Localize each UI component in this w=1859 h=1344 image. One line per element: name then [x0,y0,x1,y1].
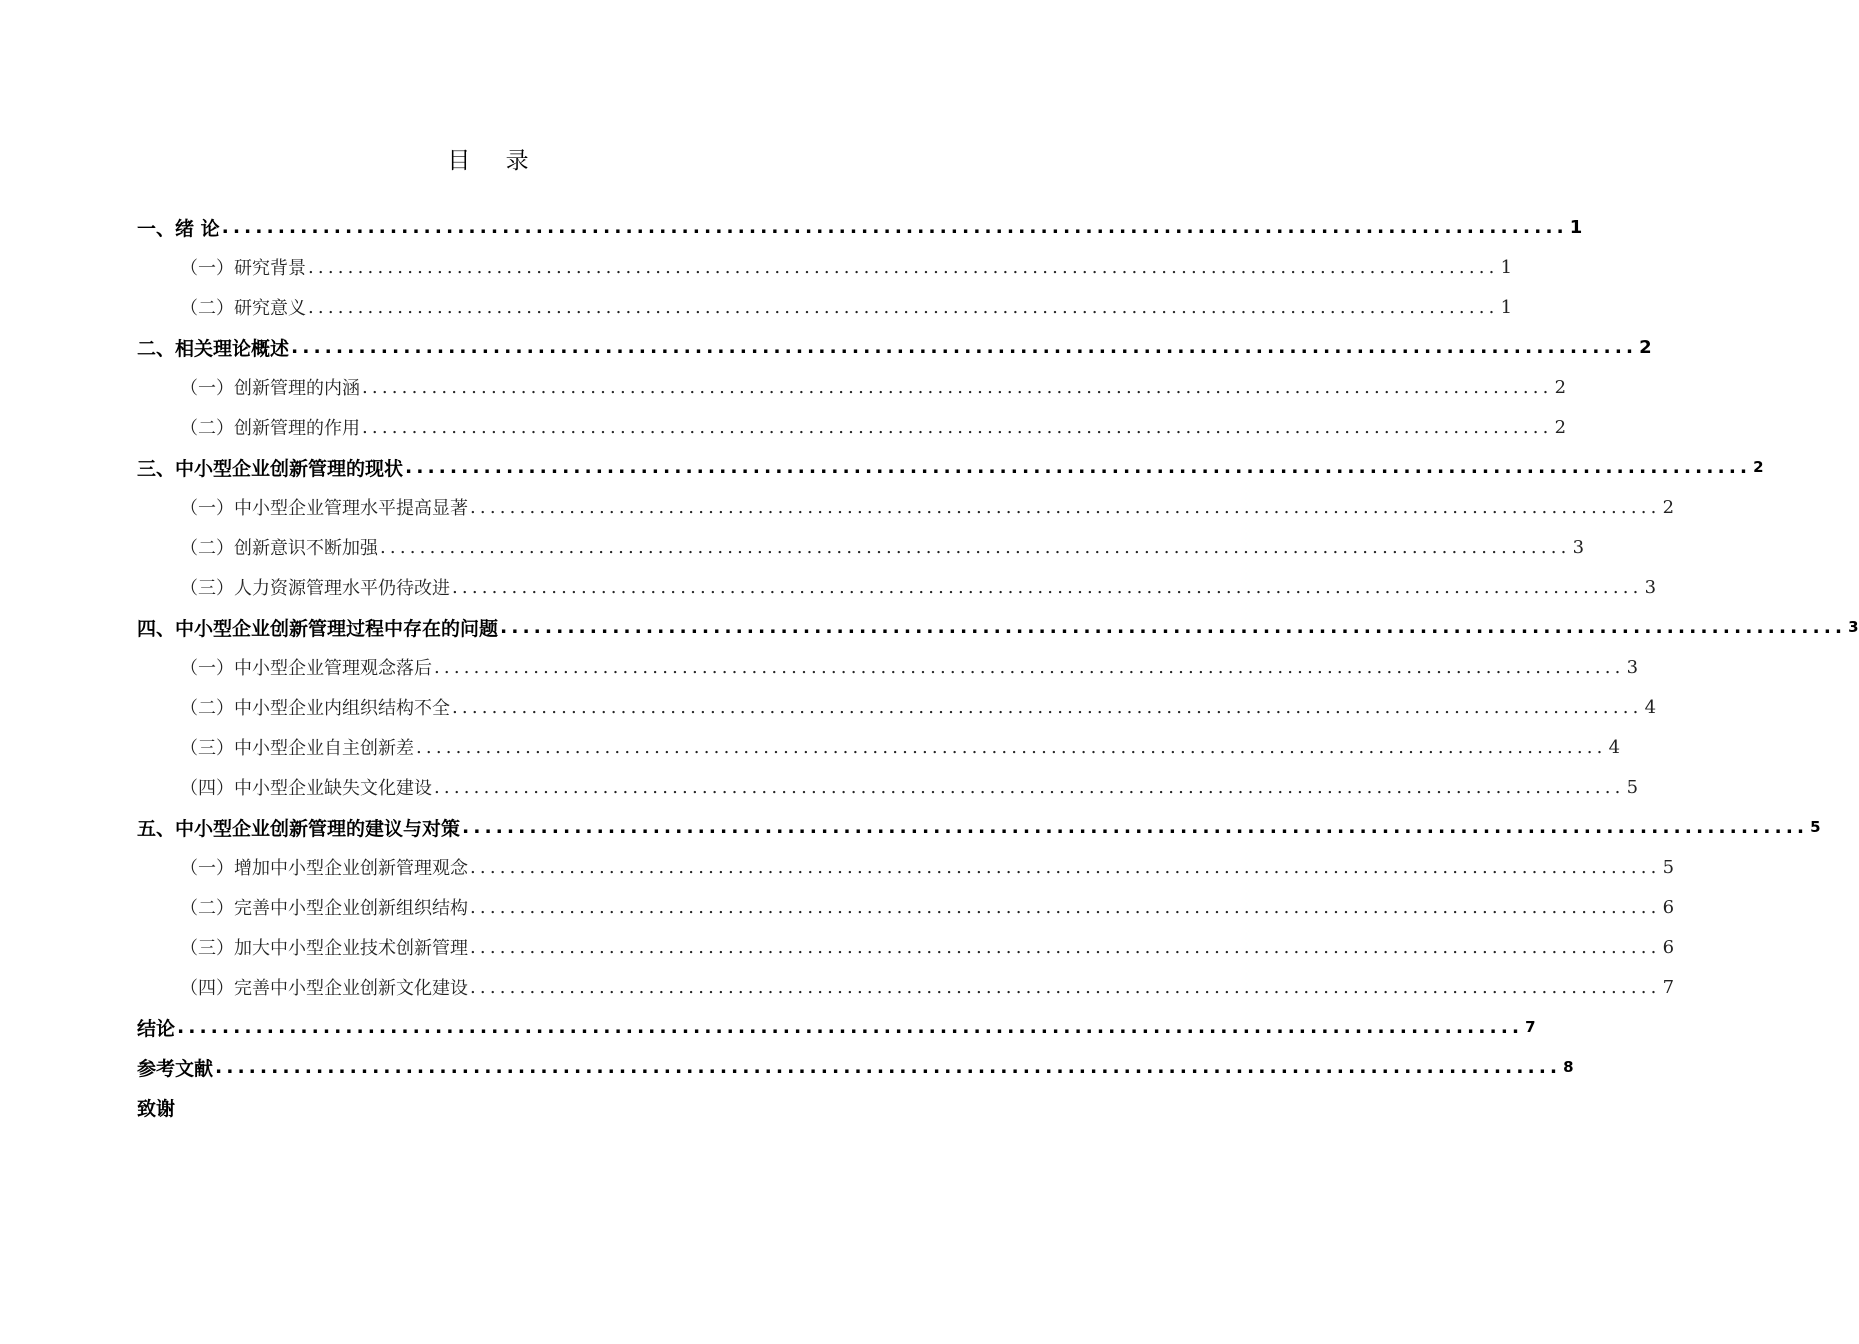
toc-entry-label: （一）中小型企业管理水平提高显著 [180,498,468,519]
dot-leader: ........................................................................................................................ [380,536,1571,558]
toc-entry-label: （三）中小型企业自主创新差 [180,738,414,759]
toc-entry-page: 6 [1662,896,1675,918]
toc-entry[interactable] [137,527,1585,567]
toc-entry[interactable] [137,367,1567,407]
toc-entry[interactable] [137,887,1675,927]
toc-entry-label: （一）研究背景 [180,258,306,279]
toc-entry-label: 四、中小型企业创新管理过程中存在的问题 [137,617,499,640]
toc-entry[interactable] [137,967,1675,1007]
toc-entry[interactable] [137,927,1675,967]
toc-entry-page: 1 [1500,296,1513,318]
toc-entry-label: 参考文献 [137,1057,214,1080]
dot-leader: ........................................................................................................................ [434,776,1625,798]
dot-leader: ........................................................................................................................ [452,696,1643,718]
dot-leader: ........................................................................................................................ [215,1056,1562,1078]
toc-entry-page: 7 [1662,976,1675,998]
toc-entry-page: 3 [1848,618,1859,636]
dot-leader: ........................................................................................................................ [308,256,1499,278]
toc-entry-label: （二）完善中小型企业创新组织结构 [180,898,468,919]
dot-leader: ........................................................................................................................ [452,576,1643,598]
toc-entry-label: 五、中小型企业创新管理的建议与对策 [137,817,461,840]
toc-entry[interactable] [137,647,1639,687]
toc-entry-label: 结论 [137,1017,176,1040]
toc-entry-page: 2 [1753,458,1764,476]
toc-entry-page: 4 [1644,696,1657,718]
toc-entry-label: （三）人力资源管理水平仍待改进 [180,578,450,599]
toc-entry[interactable] [137,1047,1574,1087]
toc-entry-label: （三）加大中小型企业技术创新管理 [180,938,468,959]
toc-entry-page: 3 [1644,576,1657,598]
toc-entry-label: （一）增加中小型企业创新管理观念 [180,858,468,879]
toc-entry-page: 7 [1525,1018,1536,1036]
toc-entry-label: （二）研究意义 [180,298,306,319]
table-of-contents [137,207,1859,1127]
toc-entry-label: （四）完善中小型企业创新文化建设 [180,978,468,999]
toc-entry[interactable] [137,687,1657,727]
dot-leader: ........................................................................................................................ [291,336,1638,358]
toc-entry[interactable] [137,487,1675,527]
toc-entry-page: 5 [1662,856,1675,878]
toc-entry-page: 4 [1608,736,1621,758]
toc-entry-label: （四）中小型企业缺失文化建设 [180,778,432,799]
dot-leader: ........................................................................................................................ [416,736,1607,758]
toc-entry-label: （一）中小型企业管理观念落后 [180,658,432,679]
toc-entry-page: 5 [1810,818,1821,836]
dot-leader: ........................................................................................................................ [362,416,1553,438]
dot-leader: ........................................................................................................................ [470,976,1661,998]
toc-entry-page: 5 [1626,776,1639,798]
toc-entry[interactable] [137,447,1764,487]
toc-entry[interactable] [137,607,1859,647]
toc-entry-label: （二）中小型企业内组织结构不全 [180,698,450,719]
toc-entry[interactable] [137,767,1639,807]
toc-entry[interactable] [137,1087,815,1127]
dot-leader: ........................................................................................................................ [362,376,1553,398]
dot-leader: ........................................................................................................................ [221,216,1568,238]
toc-entry-page: 2 [1639,336,1652,358]
toc-entry-label: 一、绪 论 [137,217,220,240]
toc-entry-label: （二）创新管理的作用 [180,418,360,439]
toc-entry-page: 3 [1572,536,1585,558]
toc-entry-page: 8 [1563,1058,1574,1076]
toc-entry-page: 2 [1662,496,1675,518]
dot-leader: ........................................................................................................................ [470,856,1661,878]
dot-leader: ........................................................................................................................ [177,1016,1524,1038]
toc-entry[interactable] [137,247,1513,287]
dot-leader: ........................................................................................................................ [462,816,1809,838]
toc-entry-page: 3 [1626,656,1639,678]
toc-entry-label: 三、中小型企业创新管理的现状 [137,457,404,480]
dot-leader: ........................................................................................................................ [434,656,1625,678]
toc-entry-label: 致谢 [137,1097,176,1120]
toc-entry-page: 1 [1500,256,1513,278]
toc-entry-page: 2 [1554,416,1567,438]
toc-entry[interactable] [137,727,1621,767]
toc-entry[interactable] [137,1007,1536,1047]
toc-entry-page: 2 [1554,376,1567,398]
toc-entry-page: 1 [1569,216,1583,238]
toc-entry[interactable] [137,207,1583,247]
toc-entry-label: （二）创新意识不断加强 [180,538,378,559]
dot-leader: ........................................................................................................................ [470,496,1661,518]
toc-entry[interactable] [137,847,1675,887]
toc-title: 目 录 [447,148,543,174]
toc-entry[interactable] [137,807,1821,847]
toc-entry[interactable] [137,327,1652,367]
toc-entry[interactable] [137,287,1513,327]
toc-entry-page: 6 [1662,936,1675,958]
toc-entry[interactable] [137,567,1657,607]
toc-entry-label: 二、相关理论概述 [137,337,290,360]
dot-leader: ........................................................................................................................ [500,616,1847,638]
toc-entry[interactable] [137,407,1567,447]
dot-leader: ........................................................................................................................ [470,936,1661,958]
dot-leader: ........................................................................................................................ [470,896,1661,918]
toc-entry-label: （一）创新管理的内涵 [180,378,360,399]
dot-leader: ........................................................................................................................ [405,456,1752,478]
dot-leader: ........................................................................................................................ [308,296,1499,318]
